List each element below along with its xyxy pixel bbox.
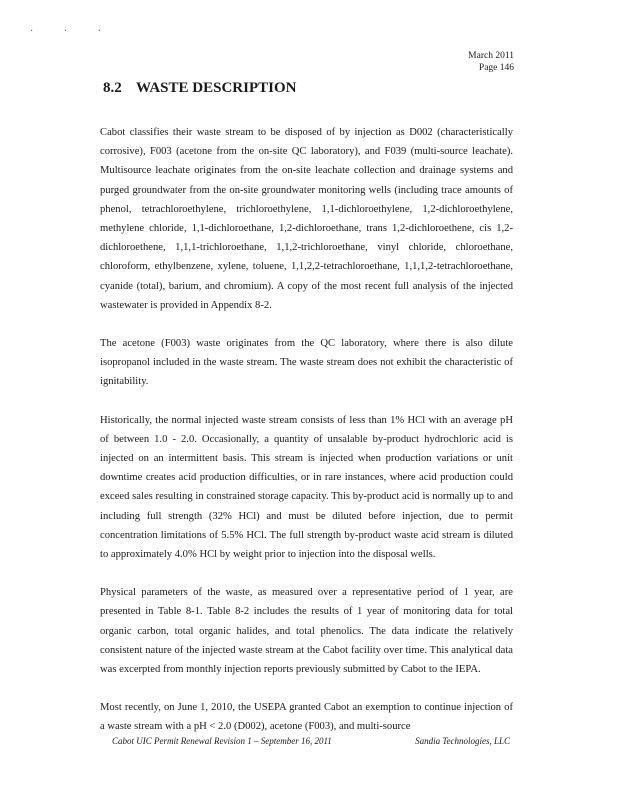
paragraph-acetone-waste: The acetone (F003) waste originates from the QC laboratory, where there is also dilute isopropanol included in the waste stream. The waste stream does not exhibit the characteristic of ignitability. [100,338,513,388]
header-page-number: Page 146 [478,63,514,73]
page-header [468,50,514,74]
paragraph-waste-classification: Cabot classifies their waste stream to be disposed of by injection as D002 (characteristically corrosive), F003 (acetone from the on-site QC laboratory), and F039 (multi-source leachate). Multisource leachate originates from the on-site leachate collection and drainage systems and purged groundwater from the on-site groundwater monitoring wells (including trace amounts of phenol, tetrachloroethylene, trichloroethylene, 1,1-dichloroethylene, 1,2-dichloroethylene, methylene chloride, 1,1-dichloroethane, 1,2-dichloroethane, trans 1,2-dichloroethene, cis 1,2-dichloroethene, 1,1,1-trichloroethane, 1,1,2-trichloroethane, vinyl chloride, chloroethane, chloroform, ethylbenzene, xylene, toluene, 1,1,2,2-tetrachloroethane, 1,1,1,2-tetrachloroethane, cyanide (total), barium, and chromium). A copy of the most recent full analysis of the injected wastewater is provided in Appendix 8-2. [100,127,513,311]
page-footer [112,736,510,746]
section-heading [103,80,296,97]
document-body [100,123,513,756]
scan-marks: · · · [30,26,115,37]
paragraph-usepa-exemption: Most recently, on June 1, 2010, the USEPA granted Cabot an exemption to continue injection of a waste stream with a pH < 2.0 (D002), acetone (F003), and multi-source [100,702,513,733]
header-date: March 2011 [468,51,514,61]
paragraph-physical-parameters: Physical parameters of the waste, as measured over a representative period of 1 year, are presented in Table 8-1. Table 8-2 includes the results of 1 year of monitoring data for total organic carbon, total organic halides, and total phenolics. The data indicate the relatively consistent nature of the injected waste stream at the Cabot facility over time. This analytical data was excerpted from monthly injection reports previously submitted by Cabot to the IEPA. [100,587,513,676]
section-number: 8.2 [103,80,122,96]
section-title: WASTE DESCRIPTION [136,80,297,96]
paragraph-injected-stream-history: Historically, the normal injected waste stream consists of less than 1% HCl with an average pH of between 1.0 - 2.0. Occasionally, a quantity of unsalable by-product hydrochloric acid is injected on an intermittent basis. This stream is injected when production variations or unit downtime creates acid production difficulties, or in rare instances, where acid production could exceed sales resulting in constrained storage capacity. This by-product acid is normally up to and including full strength (32% HCl) and must be diluted before injection, due to permit concentration limitations of 5.5% HCl. The full strength by-product waste acid stream is diluted to approximately 4.0% HCl by weight prior to injection into the disposal wells. [100,414,513,561]
footer-company: Sandia Technologies, LLC [415,736,510,746]
footer-document-title: Cabot UIC Permit Renewal Revision 1 – September 16, 2011 [112,736,332,746]
